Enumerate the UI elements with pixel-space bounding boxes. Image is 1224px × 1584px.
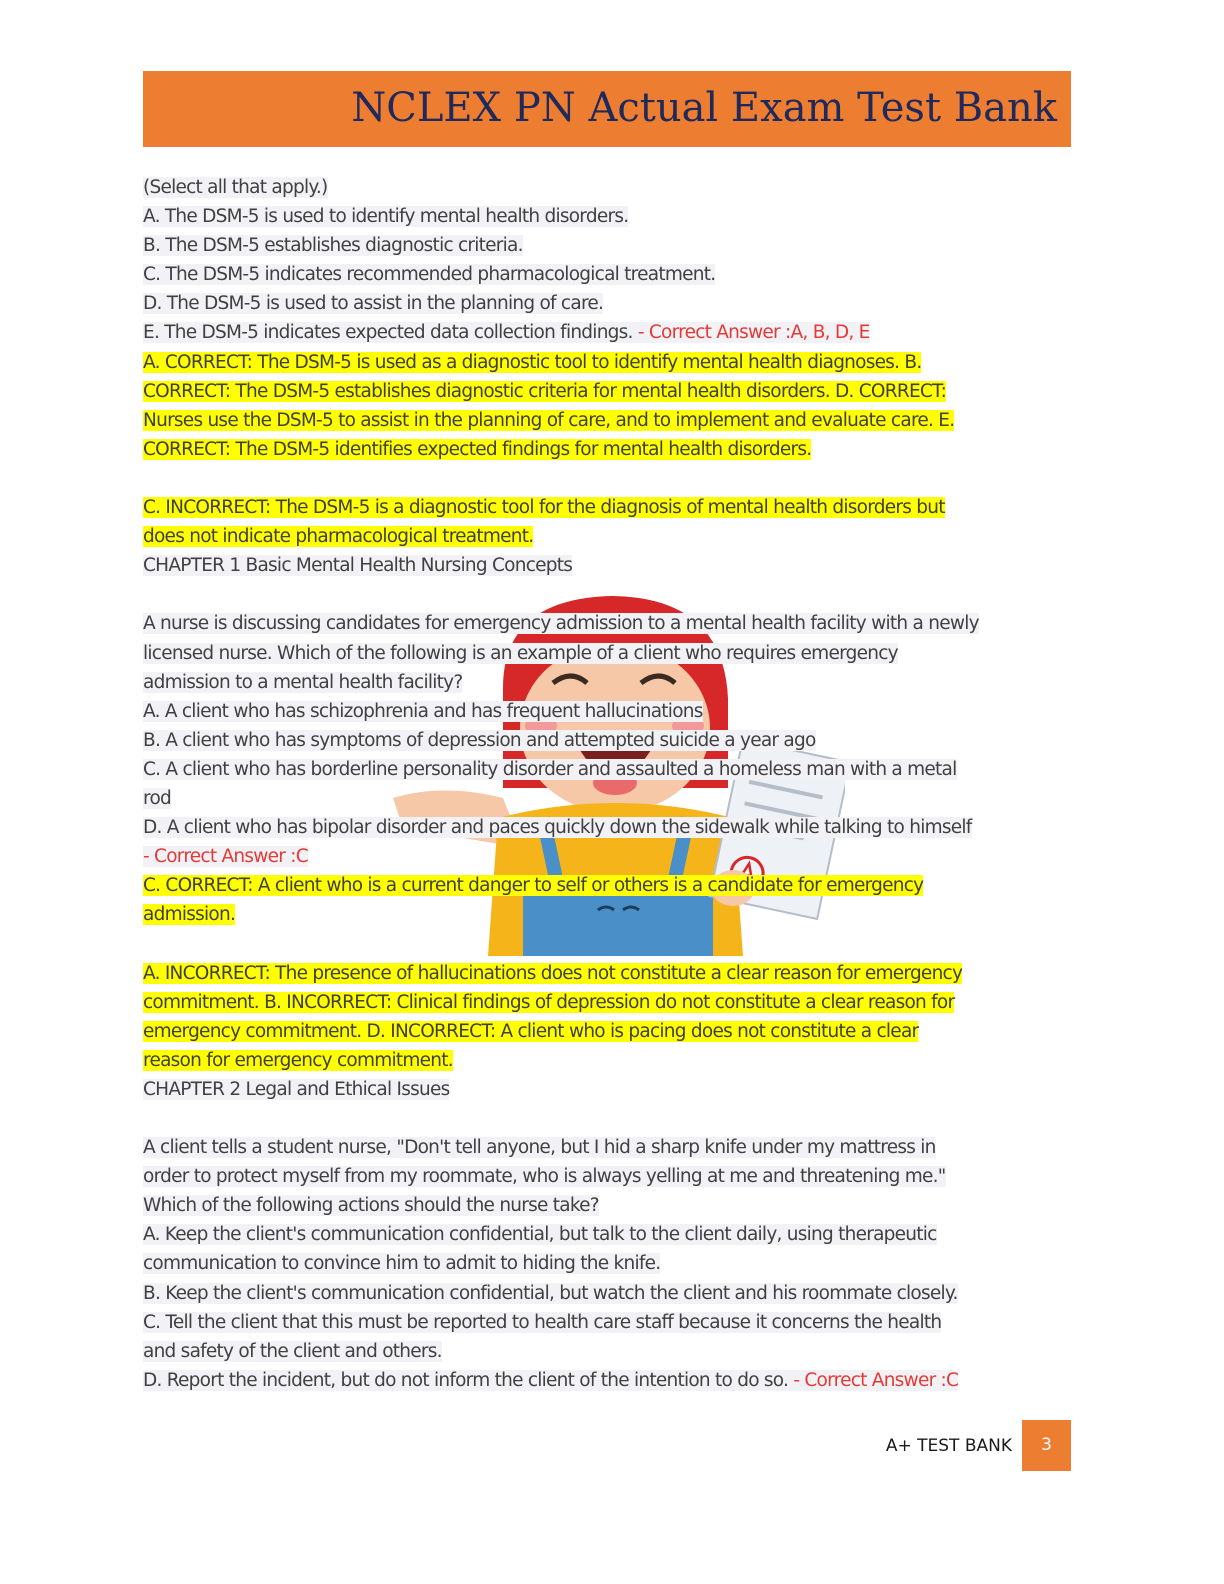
line-text: B. The DSM-5 establishes diagnostic criteria. bbox=[143, 235, 523, 257]
rationale-line bbox=[143, 1046, 1071, 1075]
line-text: CHAPTER 2 Legal and Ethical Issues bbox=[143, 1078, 450, 1100]
line-text: admission to a mental health facility? bbox=[143, 671, 463, 693]
text-line bbox=[143, 609, 1071, 638]
line-text: C. INCORRECT: The DSM-5 is a diagnostic tool for the diagnosis of mental health disorders but bbox=[143, 497, 945, 519]
page-title: NCLEX PN Actual Exam Test Bank bbox=[351, 85, 1057, 131]
line-text: A. Keep the client's communication confidential, but talk to the client daily, using therapeutic bbox=[143, 1224, 937, 1246]
text-line bbox=[143, 726, 1071, 755]
text-line bbox=[143, 173, 1071, 202]
line-text: A. The DSM-5 is used to identify mental health disorders. bbox=[143, 206, 629, 228]
document-body bbox=[143, 173, 1071, 1395]
line-text: rod bbox=[143, 787, 172, 809]
line-text: (Select all that apply.) bbox=[143, 177, 328, 198]
line-text: B. A client who has symptoms of depression and attempted suicide a year ago bbox=[143, 729, 816, 751]
text-line bbox=[143, 1279, 1071, 1308]
line-text: A nurse is discussing candidates for emergency admission to a mental health facility with a newly bbox=[143, 613, 979, 635]
text-line bbox=[143, 231, 1071, 260]
text-line bbox=[143, 1308, 1071, 1337]
text-line bbox=[143, 668, 1071, 697]
text-line bbox=[143, 639, 1071, 668]
line-text: B. Keep the client's communication confidential, but watch the client and his roommate closely. bbox=[143, 1282, 958, 1304]
text-line bbox=[143, 1366, 1071, 1395]
rationale-line bbox=[143, 959, 1071, 988]
line-text: CORRECT: The DSM-5 identifies expected findings for mental health disorders. bbox=[143, 438, 812, 460]
text-line bbox=[143, 1337, 1071, 1366]
line-text: A. A client who has schizophrenia and has frequent hallucinations bbox=[143, 700, 703, 722]
line-text: D. Report the incident, but do not inform the client of the intention to do so. bbox=[143, 1369, 794, 1391]
line-text: admission. bbox=[143, 904, 236, 926]
header-banner bbox=[143, 71, 1071, 147]
rationale-line bbox=[143, 871, 1071, 900]
text-line bbox=[143, 1104, 1071, 1133]
line-text: commitment. B. INCORRECT: Clinical findings of depression do not constitute a clear reason for bbox=[143, 991, 955, 1013]
text-line bbox=[143, 202, 1071, 231]
line-text: C. Tell the client that this must be reported to health care staff because it concerns the health bbox=[143, 1311, 942, 1333]
text-line bbox=[143, 1162, 1071, 1191]
page-number-box bbox=[1022, 1420, 1071, 1471]
text-line bbox=[143, 842, 1071, 871]
rationale-line bbox=[143, 406, 1071, 435]
line-text: A. CORRECT: The DSM-5 is used as a diagnostic tool to identify mental health diagnoses. B. bbox=[143, 351, 922, 373]
line-text: emergency commitment. D. INCORRECT: A client who is pacing does not constitute a clear bbox=[143, 1020, 919, 1042]
text-line bbox=[143, 289, 1071, 318]
text-line bbox=[143, 755, 1071, 784]
text-line bbox=[143, 1133, 1071, 1162]
line-text: communication to convince him to admit to hiding the knife. bbox=[143, 1253, 661, 1275]
text-line bbox=[143, 1075, 1071, 1104]
text-line bbox=[143, 260, 1071, 289]
line-text: E. The DSM-5 indicates expected data collection findings. bbox=[143, 322, 638, 344]
rationale-line bbox=[143, 900, 1071, 929]
line-text: D. A client who has bipolar disorder and paces quickly down the sidewalk while talking to himself bbox=[143, 817, 972, 839]
text-line bbox=[143, 580, 1071, 609]
footer-label: A+ TEST BANK bbox=[885, 1436, 1012, 1456]
line-text: reason for emergency commitment. bbox=[143, 1049, 453, 1071]
rationale-line bbox=[143, 522, 1071, 551]
correct-answer: - Correct Answer :C bbox=[793, 1369, 959, 1391]
text-line bbox=[143, 1249, 1071, 1278]
correct-answer: - Correct Answer :A, B, D, E bbox=[637, 322, 870, 344]
line-text: does not indicate pharmacological treatment. bbox=[143, 526, 534, 548]
text-line bbox=[143, 1191, 1071, 1220]
line-text: and safety of the client and others. bbox=[143, 1340, 442, 1362]
text-line bbox=[143, 318, 1071, 347]
line-text: CORRECT: The DSM-5 establishes diagnostic criteria for mental health disorders. D. CORRECT: bbox=[143, 380, 947, 402]
line-text: C. The DSM-5 indicates recommended pharmacological treatment. bbox=[143, 264, 716, 286]
line-text: A client tells a student nurse, "Don't tell anyone, but I hid a sharp knife under my mattress in bbox=[143, 1137, 936, 1159]
correct-answer: - Correct Answer :C bbox=[143, 846, 308, 868]
rationale-line bbox=[143, 377, 1071, 406]
page-number: 3 bbox=[1041, 1435, 1052, 1455]
line-text: Nurses use the DSM-5 to assist in the planning of care, and to implement and evaluate care. E. bbox=[143, 409, 955, 431]
line-text: A. INCORRECT: The presence of hallucinations does not constitute a clear reason for emergency bbox=[143, 962, 963, 984]
line-text: Which of the following actions should the nurse take? bbox=[143, 1195, 599, 1217]
text-line bbox=[143, 929, 1071, 958]
rationale-line bbox=[143, 1017, 1071, 1046]
text-line bbox=[143, 697, 1071, 726]
rationale-line bbox=[143, 435, 1071, 464]
line-text: licensed nurse. Which of the following is an example of a client who requires emergency bbox=[143, 642, 898, 664]
line-text: order to protect myself from my roommate, who is always yelling at me and threatening me." bbox=[143, 1166, 946, 1188]
line-text: C. A client who has borderline personality disorder and assaulted a homeless man with a metal bbox=[143, 758, 957, 780]
text-line bbox=[143, 784, 1071, 813]
text-line bbox=[143, 1220, 1071, 1249]
line-text: D. The DSM-5 is used to assist in the planning of care. bbox=[143, 293, 604, 315]
line-text: CHAPTER 1 Basic Mental Health Nursing Concepts bbox=[143, 555, 573, 577]
line-text: C. CORRECT: A client who is a current danger to self or others is a candidate for emergency bbox=[143, 875, 924, 897]
text-line bbox=[143, 813, 1071, 842]
rationale-line bbox=[143, 348, 1071, 377]
rationale-line bbox=[143, 988, 1071, 1017]
text-line bbox=[143, 551, 1071, 580]
rationale-line bbox=[143, 493, 1071, 522]
text-line bbox=[143, 464, 1071, 493]
